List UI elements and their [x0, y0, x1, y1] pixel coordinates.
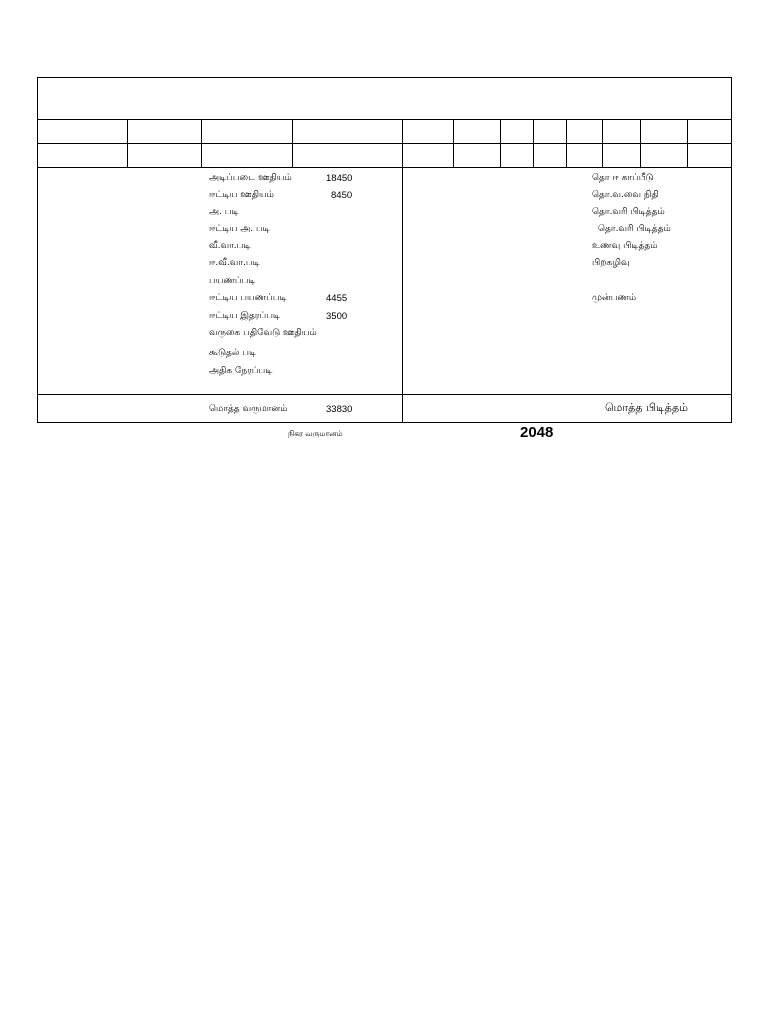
deduction-label: தொ.வரி பிடித்தம் [598, 224, 671, 234]
earning-label: ஈ.வீ.வா.படி [209, 258, 260, 268]
earning-label: ஈட்டிய அ. படி [209, 224, 270, 234]
net-income-amount: 2048 [520, 424, 554, 441]
header-col-divider [292, 119, 293, 167]
header-col-divider [687, 119, 688, 167]
header-col-divider [533, 119, 534, 167]
earning-label: ஈட்டிய பயணப்படி [209, 293, 287, 303]
earning-label: பயணப்படி [209, 276, 256, 286]
earning-amount: 3500 [326, 311, 348, 322]
net-income-label: நிகர வருமானம் [288, 429, 343, 438]
header-col-divider [566, 119, 567, 167]
earnings-deductions-divider [402, 119, 403, 423]
header-col-divider [640, 119, 641, 167]
earning-label: கூடுதல் படி [209, 348, 257, 358]
earning-amount: 4455 [326, 293, 348, 304]
table-border-left [37, 77, 38, 423]
gross-income-label: மொத்த வருமானம் [209, 404, 288, 414]
table-border-bottom [37, 422, 732, 423]
deduction-label: உணவு பிடித்தம் [592, 241, 658, 251]
earning-label: வீ.வா.படி [209, 241, 251, 251]
earning-label: வருகை பதிவேடு ஊதியம் [209, 328, 317, 338]
header-row-divider-1 [37, 119, 732, 120]
deduction-label: தொ ஈ காப்பீடு [592, 173, 654, 183]
earning-label: ஈட்டிய இதரப்படி [209, 311, 281, 321]
earning-amount: 18450 [326, 173, 353, 184]
header-col-divider [500, 119, 501, 167]
gross-income-amount: 33830 [326, 404, 353, 415]
deduction-label: தொ.வரி பிடித்தம் [592, 207, 665, 217]
deduction-label: பிறகழிவு [592, 258, 630, 268]
deduction-label: முன்பணம் [592, 293, 637, 303]
header-col-divider [453, 119, 454, 167]
header-col-divider [201, 119, 202, 167]
header-row-divider-3 [37, 167, 732, 168]
deduction-label: தொ.வ.வை நிதி [592, 190, 659, 200]
header-col-divider [127, 119, 128, 167]
table-border-right [731, 77, 732, 423]
totals-row-top [37, 394, 732, 395]
earning-amount: 8450 [331, 190, 353, 201]
header-row-divider-2 [37, 143, 732, 144]
earning-label: அ. படி [209, 207, 239, 217]
earning-label: அடிப்படை ஊதியம் [209, 173, 292, 183]
earning-label: அதிக நேரப்படி [209, 366, 273, 376]
table-border-top [37, 77, 732, 78]
total-deduction-label: மொத்த பிடித்தம் [605, 401, 688, 414]
earning-label: ஈட்டிய ஊதியம் [209, 190, 274, 200]
header-col-divider [602, 119, 603, 167]
